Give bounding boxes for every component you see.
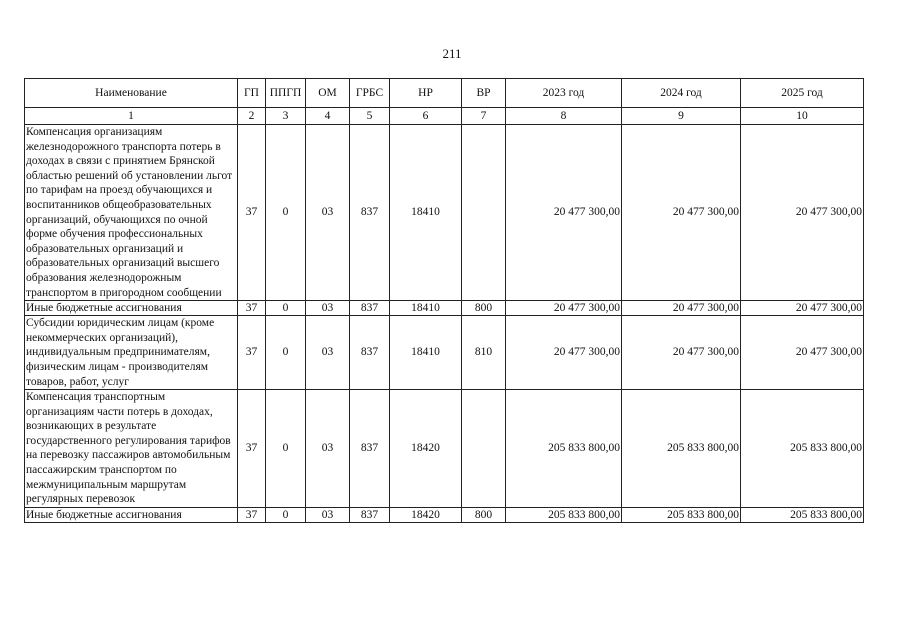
row-nr: 18420 <box>390 390 462 508</box>
column-header-vr: ВР <box>462 79 506 108</box>
column-number: 8 <box>506 108 622 125</box>
page-number: 211 <box>442 46 462 61</box>
row-om: 03 <box>306 390 350 508</box>
row-amount-2023: 20 477 300,00 <box>506 301 622 316</box>
row-gp: 37 <box>238 507 266 522</box>
row-name: Компенсация транспортным организациям части потерь в доходах, возникающих в результате государственного регулирования тарифов на перевозку пассажиров автомобильным пассажирским транспортом по межмуниципальным маршрутам регулярных перевозок <box>25 390 238 508</box>
column-number: 2 <box>238 108 266 125</box>
row-ppgp: 0 <box>266 390 306 508</box>
row-ppgp: 0 <box>266 125 306 301</box>
row-amount-2023: 20 477 300,00 <box>506 316 622 390</box>
column-header-om: ОМ <box>306 79 350 108</box>
row-name: Иные бюджетные ассигнования <box>25 301 238 316</box>
column-number: 10 <box>741 108 864 125</box>
row-vr <box>462 125 506 301</box>
column-header-nr: НР <box>390 79 462 108</box>
column-header-2023: 2023 год <box>506 79 622 108</box>
table-row <box>25 316 864 390</box>
row-vr: 800 <box>462 301 506 316</box>
column-header-name: Наименование <box>25 79 238 108</box>
row-grbs: 837 <box>350 125 390 301</box>
row-nr: 18420 <box>390 507 462 522</box>
row-ppgp: 0 <box>266 316 306 390</box>
column-number: 5 <box>350 108 390 125</box>
row-amount-2024: 205 833 800,00 <box>622 507 741 522</box>
table-row <box>25 507 864 522</box>
row-amount-2025: 20 477 300,00 <box>741 301 864 316</box>
budget-table <box>24 78 864 523</box>
column-number: 7 <box>462 108 506 125</box>
row-nr: 18410 <box>390 316 462 390</box>
row-vr: 810 <box>462 316 506 390</box>
row-vr: 800 <box>462 507 506 522</box>
header-row <box>25 79 864 108</box>
column-number-row <box>25 108 864 125</box>
row-amount-2024: 20 477 300,00 <box>622 125 741 301</box>
column-header-grbs: ГРБС <box>350 79 390 108</box>
table-row <box>25 125 864 301</box>
row-amount-2024: 205 833 800,00 <box>622 390 741 508</box>
row-amount-2024: 20 477 300,00 <box>622 301 741 316</box>
table-row <box>25 301 864 316</box>
row-grbs: 837 <box>350 390 390 508</box>
row-name: Компенсация организациям железнодорожного транспорта потерь в доходах в связи с принятием Брянской областью решений об установлении льгот по тарифам на проезд обучающихся и воспитанников общеобразовательных организаций, обучающихся по очной форме обучения профессиональных образовательных организаций и образовательных организаций высшего образования железнодорожным транспортом в пригородном сообщении <box>25 125 238 301</box>
row-gp: 37 <box>238 301 266 316</box>
row-gp: 37 <box>238 316 266 390</box>
row-ppgp: 0 <box>266 507 306 522</box>
row-name: Субсидии юридическим лицам (кроме некоммерческих организаций), индивидуальным предпринимателям, физическим лицам - производителям товаров, работ, услуг <box>25 316 238 390</box>
row-amount-2023: 20 477 300,00 <box>506 125 622 301</box>
column-number: 6 <box>390 108 462 125</box>
row-om: 03 <box>306 125 350 301</box>
row-nr: 18410 <box>390 125 462 301</box>
row-amount-2025: 205 833 800,00 <box>741 390 864 508</box>
row-gp: 37 <box>238 125 266 301</box>
row-amount-2025: 20 477 300,00 <box>741 125 864 301</box>
table-row <box>25 390 864 508</box>
row-amount-2024: 20 477 300,00 <box>622 316 741 390</box>
row-grbs: 837 <box>350 301 390 316</box>
row-amount-2023: 205 833 800,00 <box>506 507 622 522</box>
row-nr: 18410 <box>390 301 462 316</box>
row-grbs: 837 <box>350 507 390 522</box>
column-header-2024: 2024 год <box>622 79 741 108</box>
row-om: 03 <box>306 301 350 316</box>
column-header-gp: ГП <box>238 79 266 108</box>
row-ppgp: 0 <box>266 301 306 316</box>
row-om: 03 <box>306 507 350 522</box>
column-number: 1 <box>25 108 238 125</box>
row-amount-2025: 205 833 800,00 <box>741 507 864 522</box>
row-amount-2023: 205 833 800,00 <box>506 390 622 508</box>
row-gp: 37 <box>238 390 266 508</box>
row-om: 03 <box>306 316 350 390</box>
column-number: 4 <box>306 108 350 125</box>
row-name: Иные бюджетные ассигнования <box>25 507 238 522</box>
row-vr <box>462 390 506 508</box>
column-header-ppgp: ППГП <box>266 79 306 108</box>
row-amount-2025: 20 477 300,00 <box>741 316 864 390</box>
column-number: 9 <box>622 108 741 125</box>
column-number: 3 <box>266 108 306 125</box>
column-header-2025: 2025 год <box>741 79 864 108</box>
row-grbs: 837 <box>350 316 390 390</box>
